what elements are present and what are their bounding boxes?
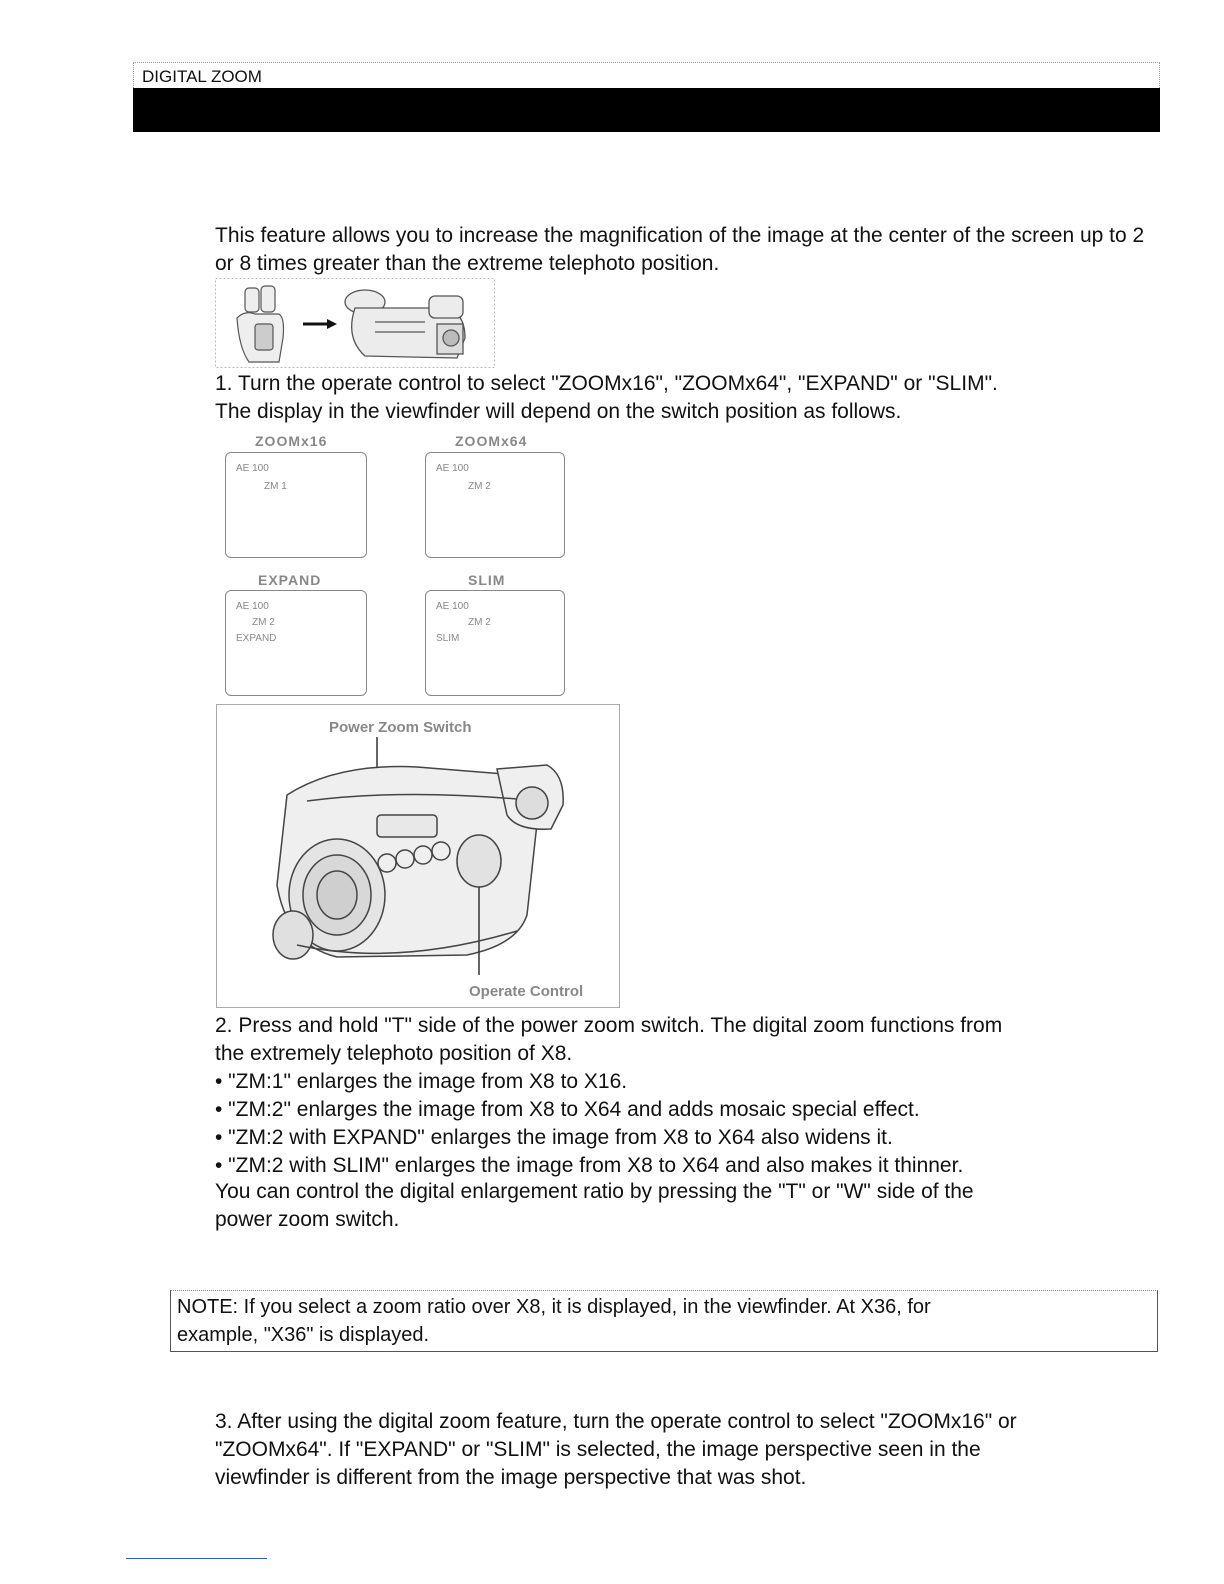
intro-paragraph: This feature allows you to increase the magnification of the image at the center of the screen up to 2 or 8 times greater than the extreme telephoto position. (215, 224, 1145, 275)
vf-slim-mode: SLIM (436, 633, 460, 644)
step2-line1: 2. Press and hold "T" side of the power zoom switch. The digital zoom functions from (215, 1014, 1003, 1037)
viewfinder-zoomx16 (225, 452, 367, 558)
vf-expand-zm: ZM 2 (252, 617, 275, 628)
viewfinder-slim (425, 590, 565, 696)
step2-bullet-2: • "ZM:2" enlarges the image from X8 to X64 and adds mosaic special effect. (215, 1098, 920, 1121)
step3-line2: "ZOOMx64". If "EXPAND" or "SLIM" is selected, the image perspective seen in the (215, 1438, 981, 1461)
vf-zoomx64-ae: AE 100 (436, 463, 469, 474)
footer-rule (126, 1558, 267, 1559)
vf-slim-zm: ZM 2 (468, 617, 491, 628)
step1-line1: 1. Turn the operate control to select "ZOOMx16", "ZOOMx64", "EXPAND" or "SLIM". (215, 372, 998, 395)
step2-line3: You can control the digital enlargement ratio by pressing the "T" or "W" side of the (215, 1180, 974, 1203)
step2-line2: the extremely telephoto position of X8. (215, 1042, 573, 1065)
section-title: DIGITAL ZOOM (133, 62, 1160, 88)
vf-slim-ae: AE 100 (436, 601, 469, 612)
viewfinder-expand (225, 590, 367, 696)
step2-bullet-3: • "ZM:2 with EXPAND" enlarges the image from X8 to X64 also widens it. (215, 1126, 893, 1149)
operate-control-label: Operate Control (469, 983, 584, 1000)
vf-label-zoomx16: ZOOMx16 (255, 433, 328, 449)
operate-dial-illustration (215, 278, 495, 368)
vf-label-slim: SLIM (468, 572, 506, 588)
vf-label-expand: EXPAND (258, 572, 322, 588)
power-zoom-switch-label: Power Zoom Switch (329, 719, 472, 736)
note-line1: NOTE: If you select a zoom ratio over X8, it is displayed, in the viewfinder. At X36, for (177, 1296, 931, 1318)
vf-zoomx16-zm: ZM 1 (264, 481, 287, 492)
vf-expand-ae: AE 100 (236, 601, 269, 612)
step2-bullet-1: • "ZM:1" enlarges the image from X8 to X16. (215, 1070, 628, 1093)
vf-zoomx16-ae: AE 100 (236, 463, 269, 474)
step1-line2: The display in the viewfinder will depend on the switch position as follows. (215, 400, 902, 423)
step3-line3: viewfinder is different from the image perspective that was shot. (215, 1466, 807, 1489)
note-box (170, 1290, 1158, 1352)
vf-zoomx64-zm: ZM 2 (468, 481, 491, 492)
step2-line4: power zoom switch. (215, 1208, 400, 1231)
header-bar (133, 88, 1160, 132)
step3-line1: 3. After using the digital zoom feature, turn the operate control to select "ZOOMx16" or (215, 1410, 1017, 1433)
camcorder-figure (216, 704, 620, 1008)
vf-label-zoomx64: ZOOMx64 (455, 433, 528, 449)
vf-expand-mode: EXPAND (236, 633, 277, 644)
step2-bullet-4: • "ZM:2 with SLIM" enlarges the image from X8 to X64 and also makes it thinner. (215, 1154, 964, 1177)
note-line2: example, "X36" is displayed. (177, 1324, 430, 1346)
viewfinder-zoomx64 (425, 452, 565, 558)
